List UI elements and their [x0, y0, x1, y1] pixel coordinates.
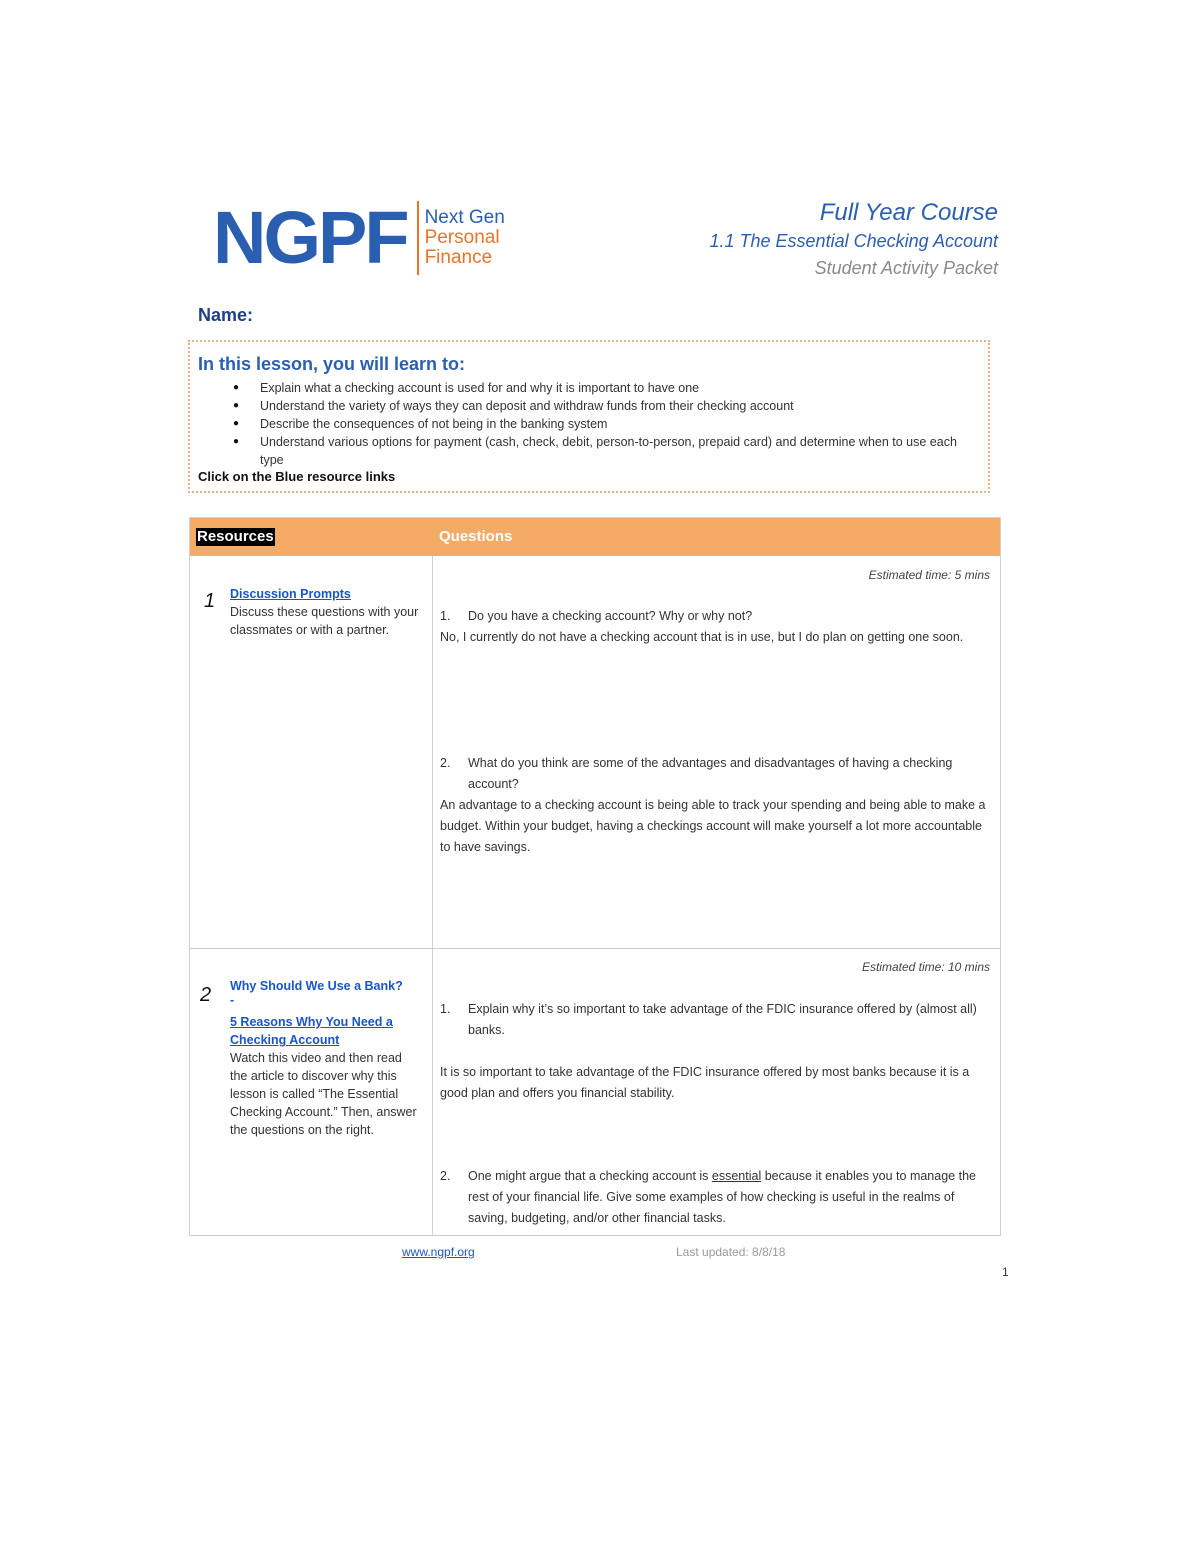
- course-info: [710, 198, 999, 282]
- row-divider: [190, 948, 1000, 949]
- click-note: Click on the Blue resource links: [198, 469, 396, 484]
- resource-description: Watch this video and then read the article to discover why this lesson is called “The Essential Checking Account.” Then, answer the questions on the right.: [230, 1051, 417, 1137]
- question-text-emphasis: essential: [711, 1169, 762, 1183]
- last-updated: Last updated: 8/8/18: [676, 1245, 786, 1259]
- answer-text: An advantage to a checking account is being able to track your spending and being able to make a budget. Within your budget, having a checkings account will make yourself a lot more accountable to have savings.: [440, 798, 986, 854]
- question-text: Do you have a checking account? Why or why not?: [468, 609, 753, 623]
- question-text: What do you think are some of the advantages and disadvantages of having a checking account?: [468, 756, 953, 791]
- answer-text: No, I currently do not have a checking account that is in use, but I do plan on getting one soon.: [440, 630, 964, 644]
- row-number: 1: [204, 590, 216, 612]
- resource-link-5-reasons[interactable]: 5 Reasons Why You Need a Checking Account: [230, 1015, 393, 1047]
- footer-website-link[interactable]: www.ngpf.org: [402, 1245, 475, 1259]
- question-item: [440, 1166, 984, 1229]
- name-label: Name:: [198, 305, 254, 325]
- logo-mark: NGPF: [213, 196, 407, 279]
- question-number: 1.: [440, 609, 451, 623]
- ngpf-logo: [213, 196, 505, 280]
- lesson-title: 1.1 The Essential Checking Account: [709, 231, 998, 251]
- resource-link-why-use-bank[interactable]: Why Should We Use a Bank?: [230, 979, 403, 993]
- course-title: Full Year Course: [819, 199, 998, 226]
- question-text-before: One might argue that a checking account is: [468, 1169, 712, 1183]
- question-text-after: because it enables you to manage the rest of your financial life. Give some examples of how checking is useful in the realms of saving, budgeting, and/or other financial tasks.: [468, 1169, 976, 1225]
- question-number: 2.: [440, 756, 451, 770]
- column-divider: [432, 556, 433, 1235]
- estimated-time: Estimated time: 5 mins: [868, 568, 990, 582]
- header-resources: Resources: [197, 528, 274, 545]
- logo-divider: [417, 201, 419, 275]
- question-number: 1.: [440, 1002, 451, 1016]
- resource-cell: [230, 585, 420, 639]
- logo-line-2: Personal: [424, 227, 500, 248]
- objective-item: ● Describe the consequences of not being in the banking system: [260, 415, 980, 433]
- question-item: [440, 999, 984, 1041]
- question-text: Explain why it’s so important to take advantage of the FDIC insurance offered by (almost all) banks.: [468, 1002, 977, 1037]
- resource-cell: [230, 977, 420, 1139]
- link-separator: -: [230, 993, 235, 1007]
- logo-line-1: Next Gen: [424, 207, 505, 228]
- table-header: [190, 518, 1000, 556]
- header-questions: Questions: [439, 528, 513, 545]
- row-number: 2: [200, 984, 212, 1006]
- resource-description: Discuss these questions with your classmates or with a partner.: [230, 605, 419, 637]
- packet-label: Student Activity Packet: [814, 258, 998, 278]
- resource-link-discussion-prompts[interactable]: Discussion Prompts: [230, 587, 351, 601]
- answer-text: It is so important to take advantage of the FDIC insurance offered by most banks because it is a good plan and offers you financial stability.: [440, 1065, 970, 1100]
- objectives-list: [198, 379, 980, 469]
- activity-table: [189, 517, 1001, 1236]
- objective-item: ● Understand the variety of ways they can deposit and withdraw funds from their checking account: [260, 397, 980, 415]
- objective-item: ● Explain what a checking account is used for and why it is important to have one: [260, 379, 980, 397]
- lesson-objectives-box: [188, 340, 990, 493]
- logo-line-3: Finance: [424, 247, 493, 268]
- objective-item: ● Understand various options for payment (cash, check, debit, person-to-person, prepaid card) and determine when to use each type: [260, 433, 980, 469]
- page-number: 1: [1002, 1265, 1009, 1279]
- logo-text: [425, 208, 505, 268]
- question-number: 2.: [440, 1169, 451, 1183]
- objectives-title: In this lesson, you will learn to:: [198, 354, 466, 374]
- question-item: [440, 753, 984, 795]
- question-item: [440, 606, 984, 627]
- estimated-time: Estimated time: 10 mins: [861, 960, 990, 974]
